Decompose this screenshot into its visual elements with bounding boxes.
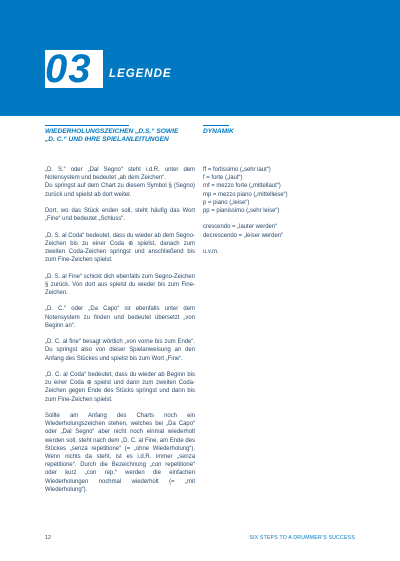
paragraph: „D. C. al fine“ besagt wörtlich „von vorne bis zum Ende“. Du springst also von dieser Spielanweisung an den Anfang des Stückes und spielst bis zum Wort „Fine“. xyxy=(45,339,195,362)
dynamics-item: mf = mezzo forte („mittellaut“) xyxy=(203,183,281,190)
dynamics-list xyxy=(203,166,353,215)
book-title: SIX STEPS TO A DRUMMER’S SUCCESS xyxy=(249,535,355,541)
paragraph: „D. S. al Coda“ bedeutet, dass du wieder ab dem Segno-Zeichen bis zu einer Coda ⊕ spielst, danach zum zweiten Coda-Zeichen springst und anschließend bis zum Fine-Zeichen spielst. xyxy=(45,232,195,264)
paragraph: „D. C. al Coda“ bedeutet, dass du wieder ab Beginn bis zu einer Coda ⊕ spielst und dann zum zweiten Coda-Zeichen gegen Ende des Stücks springst und dann bis zum Fine-Zeichen spielst. xyxy=(45,371,195,403)
dynamics-item: ff = fortissimo („sehr laut“) xyxy=(203,167,271,173)
paragraph: „D. C.“ oder „Da Capo“ ist ebenfalls unter dem Notensystem zu finden und bedeutet übersetzt „von Beginn an“. xyxy=(45,306,195,329)
left-section-title-line2: „D. C.“ UND IHRE SPIELANLEITUNGEN xyxy=(45,136,169,144)
right-section-title: DYNAMIK xyxy=(203,128,234,135)
dynamics-item: mp = mezzo piano („mittelleise“) xyxy=(203,191,288,198)
chapter-number-box xyxy=(45,47,103,91)
paragraph: „D. S. al Fine“ schickt dich ebenfalls zum Segno-Zeichen § zurück. Von dort aus spielst du wieder bis zum Fine-Zeichen. xyxy=(45,273,195,296)
chapter-header xyxy=(0,0,400,116)
left-section-title-line1: WIEDERHOLUNGSZEICHEN „D.S.“ SOWIE xyxy=(45,128,179,135)
right-column xyxy=(203,166,353,264)
left-column xyxy=(45,166,195,502)
paragraph: Du springst auf dem Chart zu diesem Symbol § (Segno) zurück und spielst ab dort weiter. xyxy=(45,183,195,198)
dynamics-item: pp = pianissimo („sehr leise“) xyxy=(203,208,280,215)
paragraph: Sollte am Anfang des Charts noch ein Wiederholungszeichen stehen, welches bei „Da Capo“ oder „Dal Segno“ aber nicht noch einmal wiederholt werden soll, steht nach dem „D. C. al Fine, am Ende des Stückes „senza repetitione“ (= „ohne Wiederholung“). Wenn nichts da steht, ist es i.d.R. immer „senza repetitione“. Durch die Bezeichnung „con repetitione“ oder kurz „con rep.“ werden die einfachen Wiederholungen nochmal wiederholt (= „mit Wiederholung“). xyxy=(45,412,195,493)
left-section-rule xyxy=(45,125,129,126)
left-section-title xyxy=(45,128,205,145)
right-section-rule xyxy=(203,125,229,126)
dynamics-item: u.v.m. xyxy=(203,249,219,255)
paragraph: „D. S.“ oder „Dal Segno“ steht i.d.R. unter dem Notensystem und bedeutet „ab dem Zeichen“. xyxy=(45,167,195,182)
chapter-title: LEGENDE xyxy=(109,68,172,80)
dynamics-item: crescendo = „lauter werden“ xyxy=(203,224,278,231)
dynamics-more xyxy=(203,248,353,256)
chapter-number: 03 xyxy=(45,47,92,91)
dynamics-item: f = forte („laut“) xyxy=(203,175,243,182)
page-number: 12 xyxy=(45,535,52,541)
dynamics-item: decrescendo = „leiser werden“ xyxy=(203,232,284,239)
dynamics-item: p = piano („leise“) xyxy=(203,199,250,206)
dynamics-changes-list xyxy=(203,223,353,239)
paragraph: Dort, wo das Stück enden soll, steht häufig das Wort „Fine“ und bedeutet „Schluss“. xyxy=(45,208,195,223)
